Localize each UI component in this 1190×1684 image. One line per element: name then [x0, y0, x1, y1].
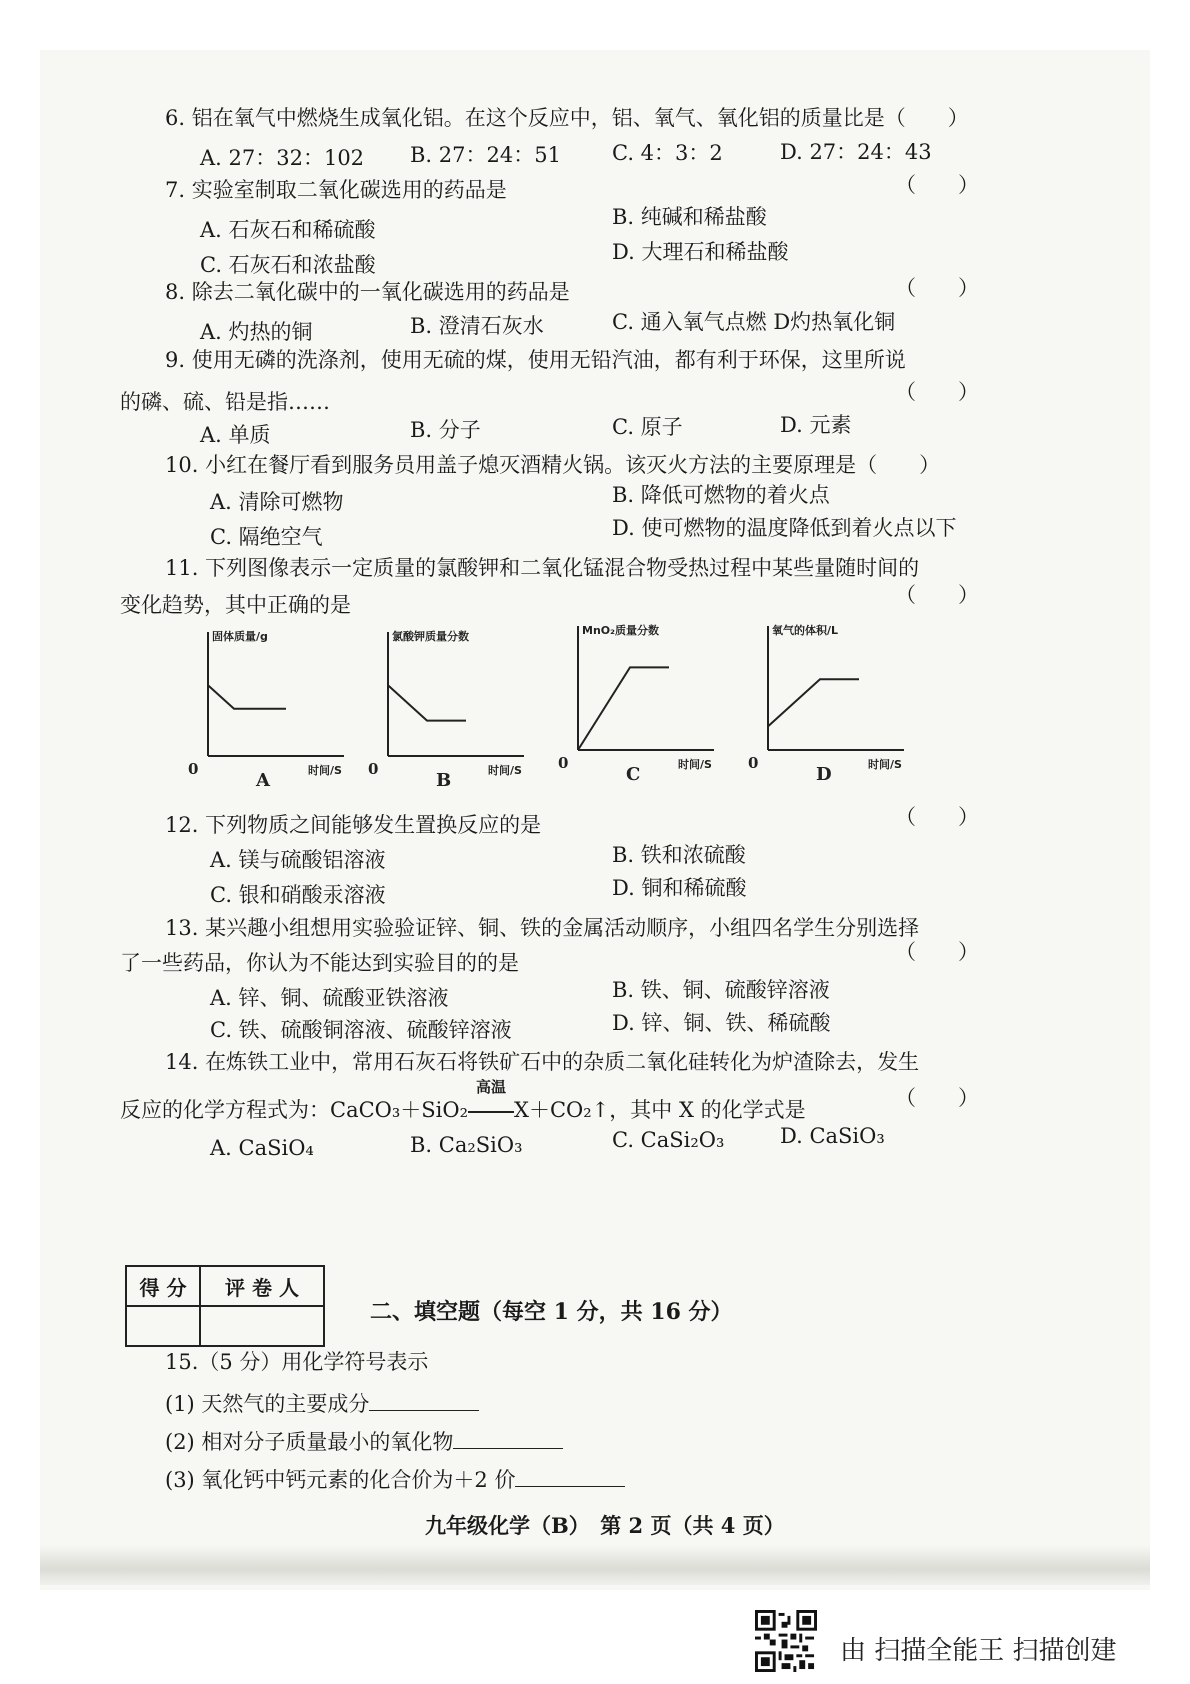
- q13-option-c: C. 铁、硫酸铜溶液、硫酸锌溶液: [210, 1018, 512, 1042]
- origin-label: 0: [368, 760, 379, 778]
- q12-answer-paren: （ ）: [895, 805, 979, 829]
- grader-header: 评 卷 人: [200, 1266, 324, 1306]
- q12-option-a: A. 镁与硫酸铝溶液: [210, 848, 386, 872]
- q13-option-b: B. 铁、铜、硫酸锌溶液: [612, 978, 830, 1002]
- x-axis-label: 时间/S: [678, 758, 712, 771]
- x-axis-label: 时间/S: [868, 758, 902, 771]
- q9-option-a: A. 单质: [200, 423, 271, 447]
- chart-a: [180, 628, 355, 791]
- q9-option-c: C. 原子: [612, 415, 683, 439]
- q6-option-d: D. 27：24：43: [780, 140, 932, 164]
- q8-answer-paren: （ ）: [895, 276, 979, 300]
- q11-stem: 11. 下列图像表示一定质量的氯酸钾和二氧化锰混合物受热过程中某些量随时间的: [165, 556, 920, 580]
- score-header: 得 分: [126, 1266, 200, 1306]
- q14-equation-post: X＋CO₂↑，其中 X 的化学式是: [514, 1098, 806, 1122]
- x-axis-label: 时间/S: [308, 764, 342, 777]
- q6-option-b: B. 27：24：51: [410, 143, 561, 167]
- q15-stem: 15.（5 分）用化学符号表示: [165, 1350, 429, 1374]
- score-cell[interactable]: [126, 1306, 200, 1346]
- q8-option-b: B. 澄清石灰水: [410, 314, 544, 338]
- chart-d: [740, 622, 915, 785]
- q14-equation-pre: 反应的化学方程式为：CaCO₃＋SiO₂: [120, 1098, 469, 1122]
- chart-letter: A: [256, 770, 270, 791]
- y-axis-label: MnO₂质量分数: [582, 624, 659, 637]
- q15-part-2-line: [165, 1430, 563, 1453]
- q13-answer-paren: （ ）: [895, 940, 979, 964]
- page-bottom-shadow: [40, 1545, 1150, 1585]
- q10-option-b: B. 降低可燃物的着火点: [612, 483, 830, 507]
- q14-option-d: D. CaSiO₃: [780, 1124, 885, 1148]
- chart-svg: [180, 628, 355, 791]
- q7-option-c: C. 石灰石和浓盐酸: [200, 253, 376, 277]
- q7-option-a: A. 石灰石和稀硫酸: [200, 218, 376, 242]
- q6-stem: 6. 铝在氧气中燃烧生成氧化铝。在这个反应中，铝、氧气、氧化铝的质量比是（ ）: [165, 106, 969, 130]
- q13-stem-2: 了一些药品，你认为不能达到实验目的的是: [120, 951, 519, 975]
- q11-stem-2: 变化趋势，其中正确的是: [120, 593, 351, 617]
- series-line: [208, 685, 286, 709]
- y-axis-label: 氯酸钾质量分数: [392, 630, 469, 643]
- q10-option-c: C. 隔绝空气: [210, 525, 323, 549]
- q10-option-a: A. 清除可燃物: [210, 490, 344, 514]
- q9-answer-paren: （ ）: [895, 380, 979, 404]
- q14-option-a: A. CaSiO₄: [210, 1136, 314, 1160]
- q8-stem: 8. 除去二氧化碳中的一氧化碳选用的药品是: [165, 280, 570, 304]
- answer-blank-2[interactable]: [453, 1430, 563, 1449]
- section-title: 二、填空题（每空 1 分，共 16 分）: [370, 1299, 733, 1325]
- q12-option-d: D. 铜和稀硫酸: [612, 876, 747, 900]
- q15-part-3: (3) 氧化钙中钙元素的化合价为＋2 价: [165, 1468, 516, 1492]
- origin-label: 0: [188, 760, 199, 778]
- page-footer: 九年级化学（B） 第 2 页（共 4 页）: [425, 1513, 785, 1538]
- chart-letter: C: [626, 764, 641, 785]
- q7-option-b: B. 纯碱和稀盐酸: [612, 205, 767, 229]
- answer-blank-1[interactable]: [369, 1392, 479, 1411]
- q13-stem: 13. 某兴趣小组想用实验验证锌、铜、铁的金属活动顺序，小组四名学生分别选择: [165, 916, 920, 940]
- chart-b: [360, 628, 535, 791]
- q9-stem: 9. 使用无磷的洗涤剂，使用无硫的煤，使用无铅汽油，都有利于环保，这里所说: [165, 348, 906, 372]
- origin-label: 0: [558, 754, 569, 772]
- grader-cell[interactable]: [200, 1306, 324, 1346]
- chart-letter: D: [816, 764, 832, 785]
- q10-option-d: D. 使可燃物的温度降低到着火点以下: [612, 516, 957, 540]
- q12-option-c: C. 银和硝酸汞溶液: [210, 883, 386, 907]
- chart-c: [550, 622, 725, 785]
- reaction-arrow: [468, 1078, 514, 1121]
- q13-option-d: D. 锌、铜、铁、稀硫酸: [612, 1011, 831, 1035]
- q9-stem-2: 的磷、硫、铅是指……: [120, 390, 330, 414]
- y-axis-label: 固体质量/g: [212, 630, 268, 643]
- series-line: [768, 679, 859, 726]
- x-axis-label: 时间/S: [488, 764, 522, 777]
- q6-option-c: C. 4：3：2: [612, 141, 723, 165]
- q6-option-a: A. 27：32：102: [200, 146, 365, 170]
- q15-part-1: (1) 天然气的主要成分: [165, 1392, 370, 1416]
- q15-part-3-line: [165, 1468, 625, 1491]
- q8-option-cd: C. 通入氧气点燃 D灼热氧化铜: [612, 310, 896, 334]
- origin-label: 0: [748, 754, 759, 772]
- chart-letter: B: [436, 770, 452, 791]
- q15-part-1-line: [165, 1392, 479, 1415]
- chart-svg: [360, 628, 535, 791]
- q14-stem: 14. 在炼铁工业中，常用石灰石将铁矿石中的杂质二氧化硅转化为炉渣除去，发生: [165, 1050, 920, 1074]
- series-line: [578, 667, 669, 750]
- q12-stem: 12. 下列物质之间能够发生置换反应的是: [165, 813, 542, 837]
- q8-option-a: A. 灼热的铜: [200, 320, 313, 344]
- q12-option-b: B. 铁和浓硫酸: [612, 843, 746, 867]
- series-line: [388, 685, 466, 720]
- chart-svg: [740, 622, 915, 785]
- q15-part-2: (2) 相对分子质量最小的氧化物: [165, 1430, 454, 1454]
- reaction-condition: 高温: [476, 1078, 507, 1096]
- q14-answer-paren: （ ）: [895, 1086, 979, 1110]
- q14-option-c: C. CaSi₂O₃: [612, 1128, 725, 1152]
- q9-option-b: B. 分子: [410, 418, 481, 442]
- answer-blank-3[interactable]: [515, 1468, 625, 1487]
- q14-equation-line: [120, 1078, 806, 1122]
- q7-option-d: D. 大理石和稀盐酸: [612, 240, 789, 264]
- q11-answer-paren: （ ）: [895, 583, 979, 607]
- score-table: [125, 1265, 325, 1347]
- q13-option-a: A. 锌、铜、硫酸亚铁溶液: [210, 986, 449, 1010]
- q9-option-d: D. 元素: [780, 413, 852, 437]
- q7-stem: 7. 实验室制取二氧化碳选用的药品是: [165, 178, 507, 202]
- scanner-watermark: 由 扫描全能王 扫描创建: [840, 1636, 1117, 1666]
- chart-svg: [550, 622, 725, 785]
- q10-stem: 10. 小红在餐厅看到服务员用盖子熄灭酒精火锅。该灭火方法的主要原理是（ ）: [165, 453, 941, 477]
- q7-answer-paren: （ ）: [895, 173, 979, 197]
- y-axis-label: 氧气的体积/L: [772, 624, 839, 637]
- qr-code-icon: [755, 1610, 817, 1672]
- q14-option-b: B. Ca₂SiO₃: [410, 1133, 523, 1157]
